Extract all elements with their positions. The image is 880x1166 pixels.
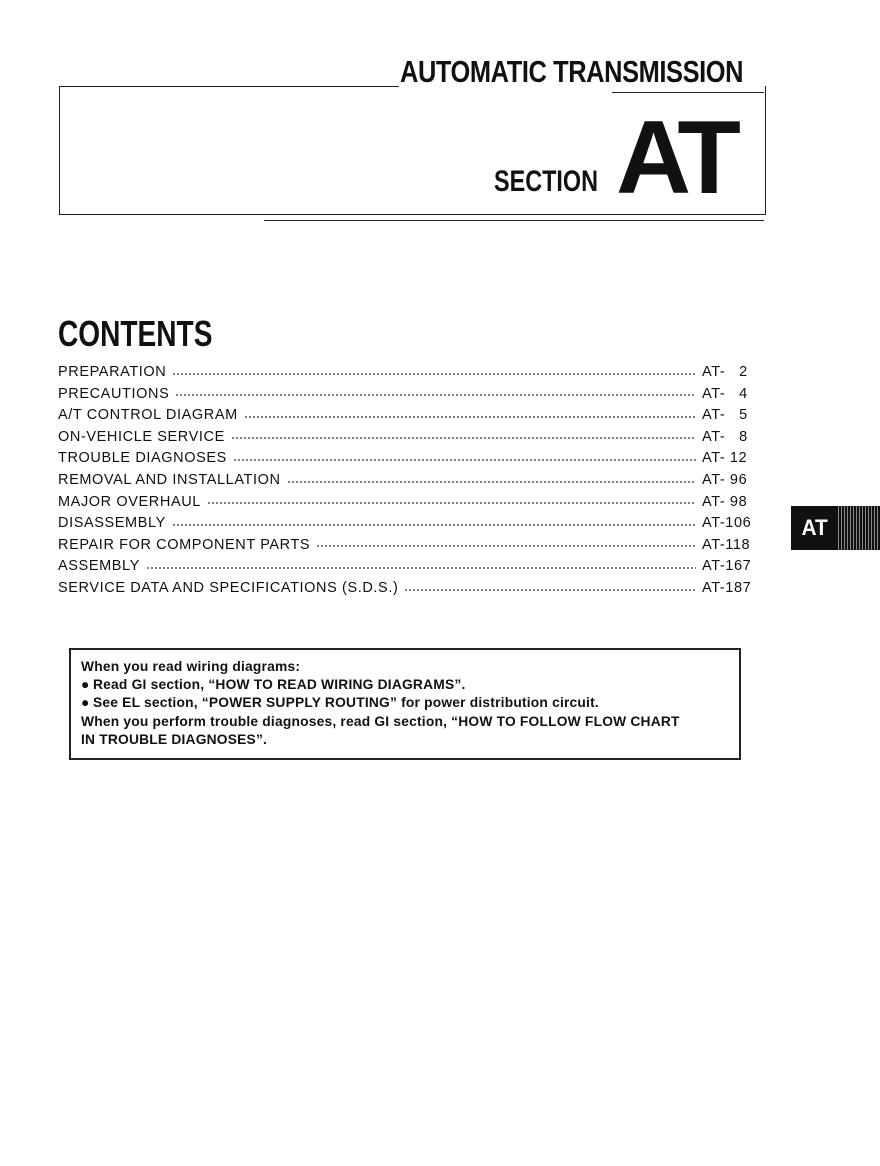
toc-entry-title: ON-VEHICLE SERVICE [58,428,225,445]
toc-entry-title: REMOVAL AND INSTALLATION [58,471,281,488]
toc-entry-page: AT-118 [702,536,751,553]
note-bullet-text: Read GI section, “HOW TO READ WIRING DIAGRAMS”. [93,677,466,693]
note-box [69,648,741,760]
contents-heading: CONTENTS [58,313,213,354]
toc-leader-dots [146,563,696,573]
frame-bottom-extension [264,220,764,221]
note-bullet-item [81,676,729,694]
toc-entry-title: TROUBLE DIAGNOSES [58,450,227,467]
toc-entry[interactable] [58,362,760,384]
bullet-icon: ● [81,677,90,693]
section-tab[interactable] [791,506,880,550]
toc-leader-dots [207,498,696,508]
toc-entry-title: REPAIR FOR COMPONENT PARTS [58,536,311,553]
toc-entry-title: PRECAUTIONS [58,385,170,402]
toc-entry-title: PREPARATION [58,364,167,380]
toc-entry-title: MAJOR OVERHAUL [58,493,201,510]
header-title: AUTOMATIC TRANSMISSION [400,54,744,89]
toc-entry-page: AT- 8 [702,428,748,445]
toc-entry-page: AT-106 [702,515,752,532]
toc-leader-dots [172,520,696,530]
toc-entry-page: AT- 5 [702,407,748,424]
toc-entry[interactable] [58,405,760,427]
note-line: When you perform trouble diagnoses, read GI section, “HOW TO FOLLOW FLOW CHART [81,713,680,729]
toc-entry-page: AT-167 [702,558,752,575]
note-bullet-item [81,694,729,712]
toc-entry-title: DISASSEMBLY [58,515,166,532]
toc-leader-dots [244,412,696,422]
section-tab-label: AT [801,515,828,540]
toc-entry[interactable] [58,427,760,449]
toc-entry[interactable] [58,556,760,578]
toc-leader-dots [233,455,696,465]
note-line: IN TROUBLE DIAGNOSES”. [81,731,268,747]
toc-leader-dots [231,433,696,443]
contents-list [58,362,760,600]
section-code: AT [616,100,735,216]
toc-entry[interactable] [58,384,760,406]
toc-entry-title: A/T CONTROL DIAGRAM [58,407,238,424]
section-word: SECTION [494,165,599,198]
toc-entry-page: AT- 2 [702,364,748,380]
toc-leader-dots [404,585,696,595]
toc-entry-page: AT- 98 [702,493,748,510]
toc-leader-dots [287,477,696,487]
toc-entry[interactable] [58,448,760,470]
toc-entry[interactable] [58,513,760,535]
toc-entry-page: AT-187 [702,579,752,596]
bullet-icon: ● [81,695,90,711]
toc-entry-page: AT- 96 [702,471,748,488]
toc-entry[interactable] [58,470,760,492]
toc-entry[interactable] [58,578,760,600]
toc-entry[interactable] [58,492,760,514]
toc-entry-title: SERVICE DATA AND SPECIFICATIONS (S.D.S.) [58,579,399,596]
note-bullet-text: See EL section, “POWER SUPPLY ROUTING” for power distribution circuit. [93,695,599,711]
section-tab-shading [836,506,880,550]
toc-leader-dots [175,390,696,400]
toc-entry[interactable] [58,535,760,557]
note-line: When you read wiring diagrams: [81,659,301,674]
toc-leader-dots [316,541,696,551]
toc-entry-title: ASSEMBLY [58,558,140,575]
toc-leader-dots [172,369,696,379]
toc-entry-page: AT- 12 [702,450,748,467]
toc-entry-page: AT- 4 [702,385,748,402]
